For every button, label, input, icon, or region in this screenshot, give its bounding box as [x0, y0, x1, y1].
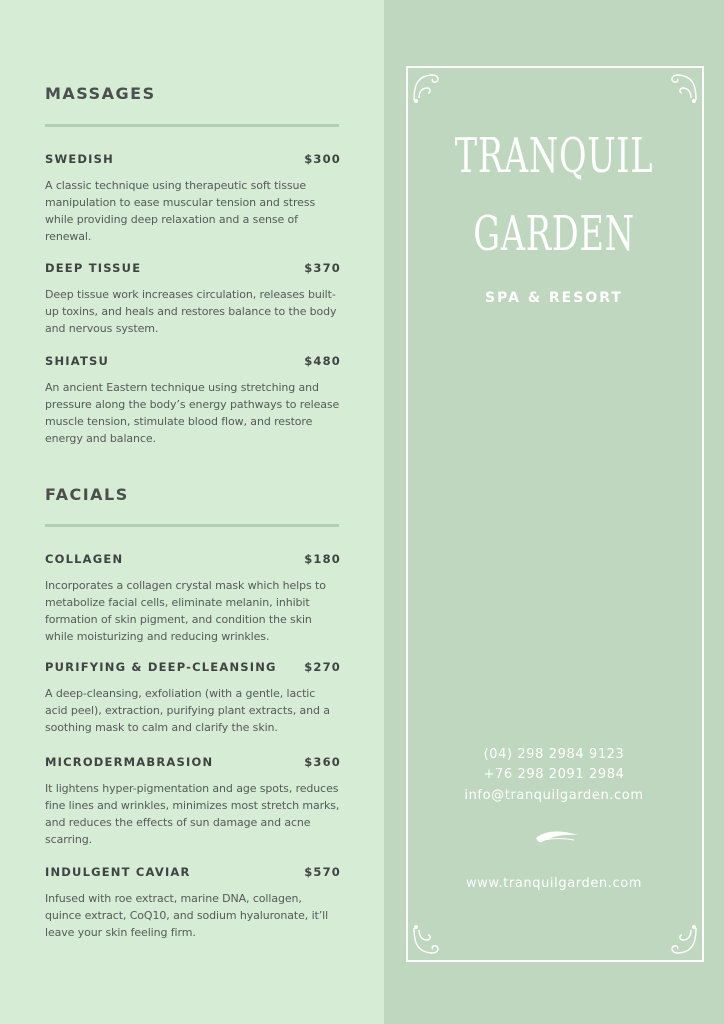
- item-name: SHIATSU: [45, 354, 110, 368]
- item-price: $480: [304, 354, 341, 368]
- menu-item-swedish: [45, 152, 341, 245]
- corner-flourish-icon: [410, 924, 444, 958]
- item-name: SWEDISH: [45, 152, 114, 166]
- item-name: DEEP TISSUE: [45, 261, 142, 275]
- phone-primary: (04) 298 2984 9123: [483, 747, 625, 762]
- menu-item-indulgent-caviar: [45, 865, 341, 941]
- item-price: $360: [304, 755, 341, 769]
- item-description: Deep tissue work increases circulation, releases built-up toxins, and heals and restores balance to the body and nervous system.: [45, 288, 337, 335]
- corner-flourish-icon: [666, 70, 700, 104]
- menu-item-purifying: [45, 660, 341, 736]
- website-link[interactable]: www.tranquilgarden.com: [465, 876, 643, 891]
- massages-divider: [45, 124, 339, 127]
- item-price: $180: [304, 552, 341, 566]
- item-description: Infused with roe extract, marine DNA, collagen, quince extract, CoQ10, and sodium hyaluronate, it’ll leave your skin feeling firm.: [45, 892, 329, 939]
- item-price: $270: [304, 660, 341, 674]
- brand-subtitle: SPA & RESORT: [485, 290, 623, 306]
- item-price: $300: [304, 152, 341, 166]
- item-description: Incorporates a collagen crystal mask which helps to metabolize facial cells, eliminate melanin, inhibit formation of skin pigment, and condition the skin while moisturizing and reducing wrinkles.: [45, 579, 326, 643]
- facials-title: FACIALS: [45, 485, 129, 504]
- massages-title: MASSAGES: [45, 84, 156, 103]
- item-name: PURIFYING & DEEP-CLEANSING: [45, 660, 277, 674]
- email-link[interactable]: info@tranquilgarden.com: [464, 788, 644, 803]
- phone-secondary: +76 298 2091 2984: [483, 767, 625, 782]
- corner-flourish-icon: [666, 924, 700, 958]
- item-name: INDULGENT CAVIAR: [45, 865, 191, 879]
- corner-flourish-icon: [410, 70, 444, 104]
- item-price: $370: [304, 261, 341, 275]
- facials-divider: [45, 524, 339, 527]
- menu-item-microdermabrasion: [45, 755, 341, 848]
- brand-title-line1: TRANQUIL: [454, 128, 654, 184]
- menu-item-shiatsu: [45, 354, 341, 447]
- item-description: A classic technique using therapeutic soft tissue manipulation to ease muscular tension and stress while providing deep relaxation and a sense of renewal.: [45, 179, 316, 243]
- swash-divider-icon: [534, 826, 580, 846]
- brand-title-line2: GARDEN: [473, 206, 635, 262]
- item-name: MICRODERMABRASION: [45, 755, 214, 769]
- item-description: It lightens hyper-pigmentation and age spots, reduces fine lines and wrinkles, minimizes most stretch marks, and reduces the effects of sun damage and acne scarring.: [45, 782, 340, 846]
- item-description: A deep-cleansing, exfoliation (with a gentle, lactic acid peel), extraction, purifying plant extracts, and a soothing mask to calm and clarify the skin.: [45, 687, 330, 734]
- menu-item-deep-tissue: [45, 261, 341, 337]
- menu-item-collagen: [45, 552, 341, 645]
- item-name: COLLAGEN: [45, 552, 124, 566]
- item-description: An ancient Eastern technique using stretching and pressure along the body’s energy pathways to release muscle tension, stimulate blood flow, and restore energy and balance.: [45, 381, 340, 445]
- item-price: $570: [304, 865, 341, 879]
